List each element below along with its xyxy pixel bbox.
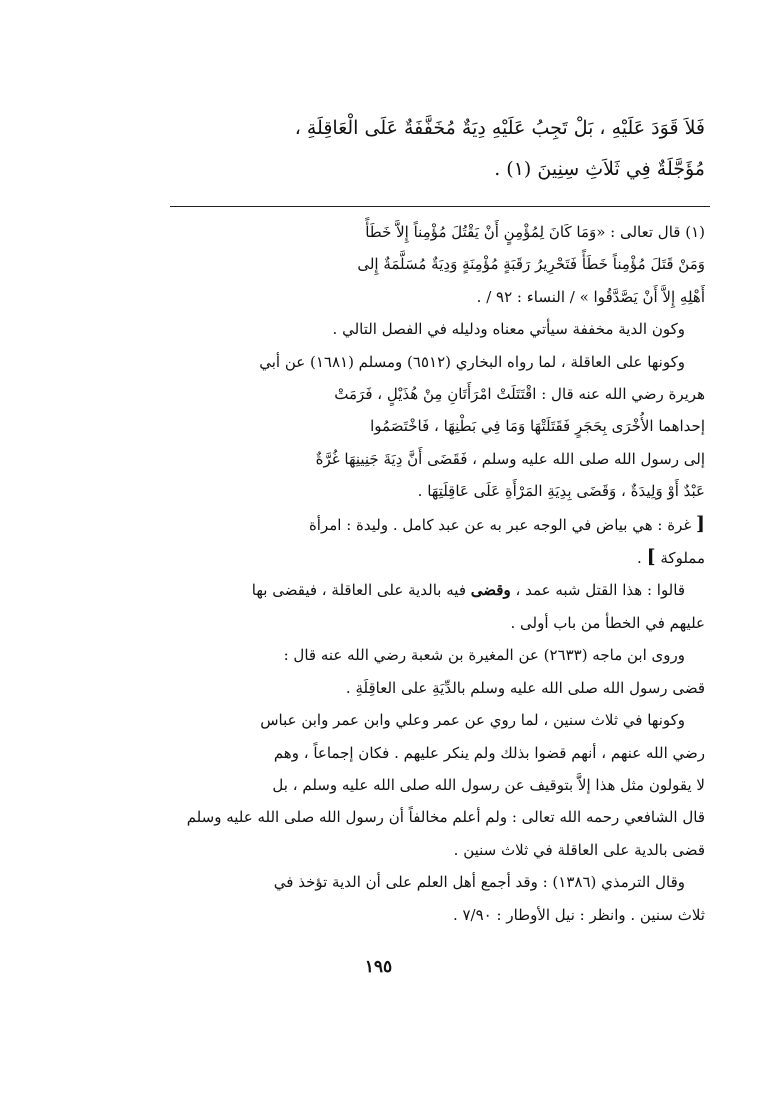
bukhari-line-3: إحداهما الأُخْرَى بِحَجَرٍ فَقَتَلَتْهَا وَمَا فِي بَطْنِهَا ، فَاخْتَصَمُوا — [370, 417, 705, 436]
verse-line-3: أَهْلِهِ إِلاَّ أَنْ يَصَّدَّقُوا » / النساء : ٩٢ / . — [476, 287, 705, 306]
three-years-line-1: وكونها في ثلاث سنين ، لما روي عن عمر وعلي وابن عمر وابن عباس — [260, 711, 685, 730]
footnote-separator-rule — [170, 206, 710, 207]
three-years-line-3: لا يقولون مثل هذا إلاَّ بتوقيف عن رسول الله صلى الله عليه وسلم ، بل — [272, 775, 705, 794]
verse-line-1: (١) قال تعالى : «وَمَا كَانَ لِمُؤْمِنٍ أَنْ يَقْتُلَ مُؤْمِناً إِلاَّ خَطَأً — [365, 223, 705, 241]
qalu-line-1 — [108, 574, 705, 606]
ibn-majah-line-1: وروى ابن ماجه (٢٦٣٣) عن المغيرة بن شعبة رضي الله عنه قال : — [283, 646, 685, 665]
qalu-end: فيه بالدية على العاقلة ، فيقضى بها — [251, 581, 471, 600]
bukhari-line-4: إلى رسول الله صلى الله عليه وسلم ، فَقَضَى أَنَّ دِيَةَ جَنِينِهَا غُرَّةٌ — [315, 449, 705, 468]
gloss-open-bracket: [ — [696, 512, 705, 535]
three-years-line-5: قضى بالدية على العاقلة في ثلاث سنين . — [453, 840, 705, 859]
main-text-line-1: فَلاَ قَوَدَ عَلَيْهِ ، بَلْ تَجِبُ عَلَيْهِ دِيَةٌ مُخَفَّفَةٌ عَلَى الْعَاقِلَةِ ، — [294, 117, 705, 139]
qalu-bold-word: وقضى — [470, 581, 511, 600]
main-text-block — [170, 108, 705, 190]
three-years-line-2: رضي الله عنهم ، أنهم قضوا بذلك ولم ينكر عليهم . فكان إجماعاً ، وهم — [273, 743, 705, 762]
gloss-text-1: غرة : هي بياض في الوجه عبر به عن عبد كامل . وليدة : امرأة — [308, 515, 692, 534]
main-text-line-2: مُؤَجَّلَةٌ فِي ثَلاَثِ سِنِينَ (١) . — [494, 158, 705, 180]
tirmidhi-line-2: ثلاث سنين . وانظر : نيل الأوطار : ٧/٩٠ . — [452, 905, 705, 924]
gloss-close-bracket: ] — [646, 546, 656, 569]
ibn-majah-line-2: قضى رسول الله صلى الله عليه وسلم بالدِّيَةِ على العاقِلَةِ . — [345, 678, 705, 697]
verse-line-2: وَمَنْ قَتَلَ مُؤْمِناً خَطَأً فَتَحْرِيرُ رَقَبَةٍ مُؤْمِنَةٍ وَدِيَةٌ مُسَلَّمَةٌ إِلى — [357, 255, 705, 274]
tirmidhi-line-1: وقال الترمذي (١٣٨٦) : وقد أجمع أهل العلم على أن الدية تؤخذ في — [273, 873, 685, 892]
qalu-line-2: عليهم في الخطأ من باب أولى . — [510, 613, 705, 632]
bukhari-line-1: وكونها على العاقلة ، لما رواه البخاري (٦٥١٢) ومسلم (١٦٨١) عن أبي — [259, 352, 685, 371]
qalu-start: قالوا : هذا القتل شبه عمد ، — [510, 581, 685, 600]
bukhari-line-5: عَبْدٌ أَوْ وَلِيدَةٌ ، وَقَضَى بِدِيَةِ المَرْأَةِ عَلَى عَاقِلَتِهَا . — [417, 482, 705, 501]
gloss-end-dot: . — [637, 549, 642, 568]
gloss-text-2: مملوكة — [660, 549, 705, 568]
gloss-line-1 — [108, 508, 705, 541]
footnotes-block — [108, 216, 705, 931]
bukhari-line-2: هريرة رضي الله عنه قال : اقْتَتَلَتْ امْرَأَتَانِ مِنْ هُذَيْلٍ ، فَرَمَتْ — [334, 385, 705, 404]
three-years-line-4: قال الشافعي رحمه الله تعالى : ولم أعلم مخالفاً أن رسول الله صلى الله عليه وسلم — [186, 808, 705, 827]
page-number: ١٩٥ — [364, 957, 393, 977]
gloss-line-2 — [108, 541, 705, 574]
mukhaffafa-paragraph: وكون الدية مخففة سيأتي معناه ودليله في الفصل التالي . — [332, 320, 685, 339]
